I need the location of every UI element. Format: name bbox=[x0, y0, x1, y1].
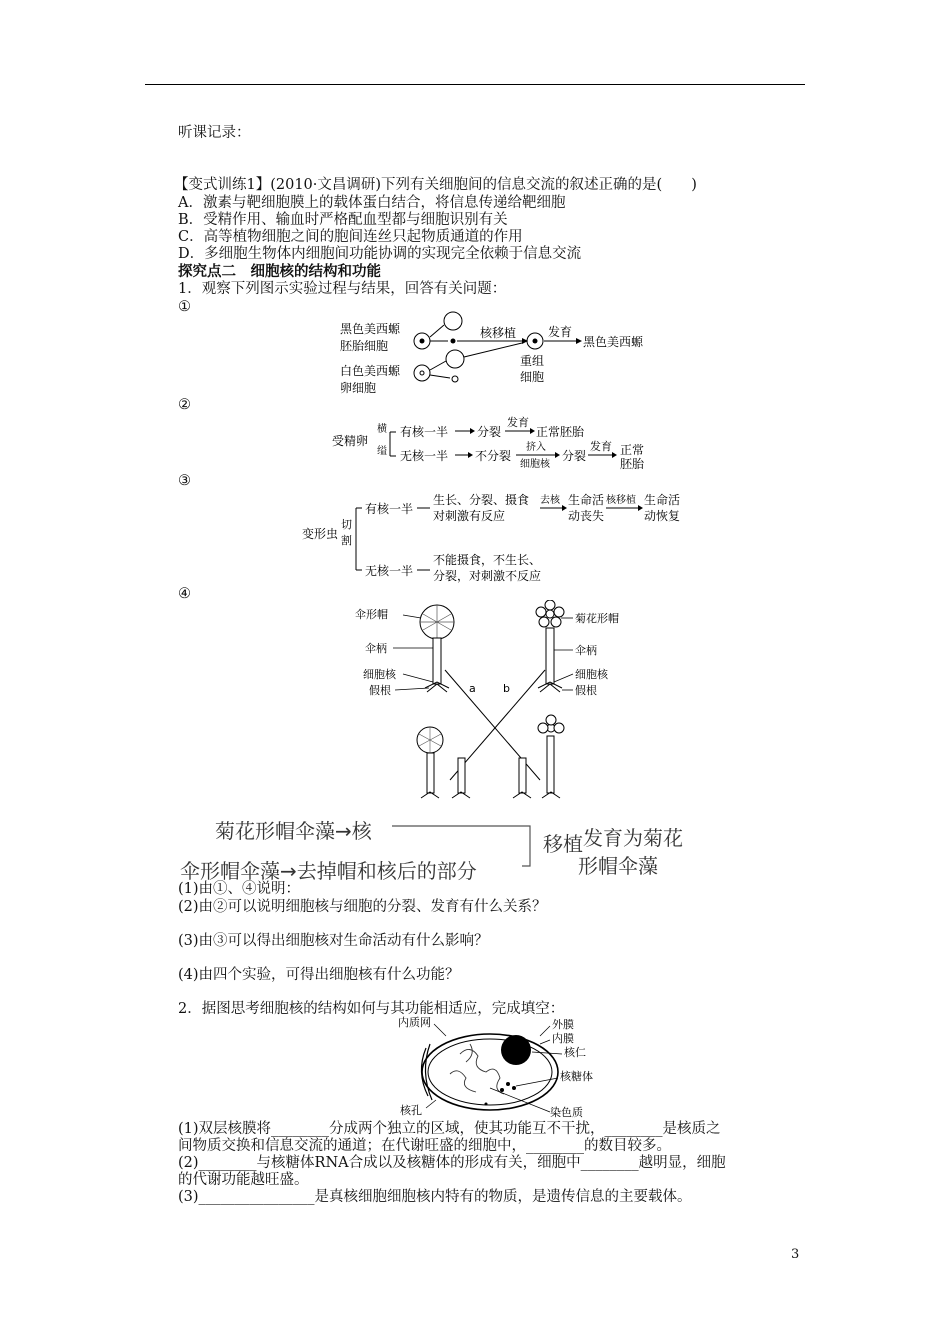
fill-2a: (2)________与核糖体RNA合成以及核糖体的形成有关，细胞中________越明显，细胞 bbox=[178, 1155, 726, 1171]
figure-salamander-transfer bbox=[330, 305, 660, 397]
fig3-row2-b2: 分裂，对刺激不反应 bbox=[433, 569, 542, 583]
extracted-nucleus bbox=[451, 339, 456, 344]
fig1-white-label-1: 白色美西螈 bbox=[340, 364, 401, 378]
stalk-left bbox=[433, 638, 441, 684]
handwritten-result-1: 发育为菊花 bbox=[583, 826, 683, 850]
fig1-white-label-2: 卵细胞 bbox=[340, 381, 377, 395]
fig3-recover-2: 动恢复 bbox=[644, 509, 681, 523]
marker-3: ③ bbox=[178, 473, 191, 489]
fig3-row1-b2: 对刺激有反应 bbox=[433, 509, 506, 523]
fig2-squeeze-2: 细胞核 bbox=[520, 459, 550, 470]
option-a: A．激素与靶细胞膜上的载体蛋白结合，将信息传递给靶细胞 bbox=[178, 195, 566, 211]
fig2-egg: 受精卵 bbox=[332, 434, 369, 448]
fig4-rhizoid-left: 假根 bbox=[369, 684, 391, 697]
fill-1b: 间物质交换和信息交流的通道；在代谢旺盛的细胞中，________的数目较多。 bbox=[178, 1138, 671, 1154]
fig4-chrysanthemum-cap: 菊花形帽 bbox=[575, 612, 619, 625]
question-1-3: (3)由③可以得出细胞核对生命活动有什么影响？ bbox=[178, 933, 489, 949]
listening-record-label: 听课记录： bbox=[178, 125, 251, 141]
fig2-row1-result: 正常胚胎 bbox=[536, 425, 585, 439]
handwritten-line-2: 伞形帽伞藻→去掉帽和核后的部分 bbox=[180, 859, 477, 883]
fig2-row2-develop: 发育 bbox=[590, 440, 612, 453]
fig4-nucleus-right: 细胞核 bbox=[575, 668, 608, 681]
fig1-develop: 发育 bbox=[548, 325, 573, 339]
enucleated-black-cell bbox=[444, 312, 462, 330]
fig3-row2-a: 无核一半 bbox=[365, 564, 414, 578]
fig2-row1-b: 分裂 bbox=[477, 425, 502, 439]
marker-1: ① bbox=[178, 299, 191, 315]
fig4-nucleus-left: 细胞核 bbox=[363, 668, 396, 681]
fig2-cut-1: 横 bbox=[377, 424, 387, 435]
handwritten-bracket bbox=[390, 822, 550, 870]
figure-acetabularia bbox=[345, 600, 645, 810]
handwritten-line-1: 菊花形帽伞藻→核 bbox=[215, 819, 372, 843]
fig3-row2-b1: 不能摄食，不生长、 bbox=[433, 553, 542, 567]
option-d: D．多细胞生物体内细胞间功能协调的实现完全依赖于信息交流 bbox=[178, 246, 582, 262]
fig3-cut-1: 切 bbox=[341, 518, 352, 531]
fig4-rhizoid-right: 假根 bbox=[575, 684, 597, 697]
marker-4: ④ bbox=[178, 586, 191, 602]
enucleated-egg bbox=[446, 350, 464, 368]
fig4-stalk-left: 伞柄 bbox=[365, 642, 387, 655]
fig2-row2-c: 分裂 bbox=[562, 449, 587, 463]
black-embryo-nucleus bbox=[420, 339, 425, 344]
fig3-lost-1: 生命活 bbox=[568, 493, 605, 507]
fill-3: (3)________________是真核细胞细胞核内特有的物质，是遗传信息的主要载体。 bbox=[178, 1189, 692, 1205]
fig2-squeeze-1: 挤入 bbox=[526, 442, 546, 453]
fill-2b: 的代谢功能越旺盛。 bbox=[178, 1172, 309, 1188]
page-number: 3 bbox=[791, 1247, 800, 1262]
fig5-chromatin: 染色质 bbox=[550, 1106, 583, 1118]
handwritten-transplant: 移植 bbox=[543, 832, 583, 856]
fig3-lost-2: 动丧失 bbox=[568, 509, 605, 523]
fill-1a: (1)双层核膜将________分成两个独立的区域，使其功能互不干扰，________是核质之 bbox=[178, 1121, 721, 1137]
fig1-recomb-2: 细胞 bbox=[520, 370, 545, 384]
option-b: B．受精作用、输血时严格配血型都与细胞识别有关 bbox=[178, 212, 508, 228]
fig2-cut-2: 缢 bbox=[377, 446, 387, 457]
figure-amoeba bbox=[300, 488, 690, 584]
section-heading: 探究点二 细胞核的结构和功能 bbox=[178, 263, 381, 280]
fig4-label-a: a bbox=[469, 682, 476, 695]
fig2-row1-develop: 发育 bbox=[507, 416, 529, 429]
fig1-recomb-1: 重组 bbox=[520, 354, 545, 368]
question-1-1: (1)由①、④说明： bbox=[178, 881, 301, 897]
fig4-stalk-right: 伞柄 bbox=[575, 644, 597, 657]
fig3-amoeba: 变形虫 bbox=[302, 527, 339, 541]
fig3-row1-a: 有核一半 bbox=[365, 502, 414, 516]
fig5-er: 内质网 bbox=[398, 1016, 431, 1029]
fig1-result: 黑色美西螈 bbox=[583, 335, 644, 349]
fig1-transplant: 核移植 bbox=[480, 326, 517, 340]
question-1-4: (4)由四个实验，可得出细胞核有什么功能？ bbox=[178, 967, 460, 983]
fig2-result-2: 胚胎 bbox=[620, 457, 645, 470]
fig2-row2-b: 不分裂 bbox=[475, 449, 512, 463]
fig4-umbrella-cap: 伞形帽 bbox=[355, 608, 388, 621]
fig5-ribosome: 核糖体 bbox=[560, 1070, 593, 1083]
fig3-row1-b1: 生长、分裂、摄食 bbox=[433, 493, 530, 507]
fig5-outer: 外膜 bbox=[552, 1018, 574, 1031]
fig3-transplant: 核移植 bbox=[606, 495, 636, 506]
fig2-result-1: 正常 bbox=[620, 443, 645, 457]
fig2-row2-a: 无核一半 bbox=[400, 449, 449, 463]
fig3-cut-2: 割 bbox=[341, 534, 352, 547]
handwritten-result-2: 形帽伞藻 bbox=[578, 854, 658, 878]
marker-2: ② bbox=[178, 397, 191, 413]
figure-nucleus-structure bbox=[390, 1014, 610, 1118]
fig5-inner: 内膜 bbox=[552, 1032, 574, 1045]
header-rule bbox=[145, 84, 805, 85]
question-1-2: (2)由②可以说明细胞核与细胞的分裂、发育有什么关系？ bbox=[178, 899, 547, 915]
fig3-remove: 去核 bbox=[540, 495, 560, 506]
fig5-pore: 核孔 bbox=[400, 1104, 422, 1117]
outer-membrane bbox=[422, 1034, 558, 1110]
nucleolus bbox=[501, 1035, 531, 1065]
figure-fertilized-egg bbox=[330, 412, 660, 470]
exercise-title: 【变式训练1】(2010·文昌调研)下列有关细胞间的信息交流的叙述正确的是( ) bbox=[174, 177, 697, 193]
option-c: C．高等植物细胞之间的胞间连丝只起物质通道的作用 bbox=[178, 229, 523, 245]
fig2-row1-a: 有核一半 bbox=[400, 425, 449, 439]
fig1-black-label-2: 胚胎细胞 bbox=[340, 339, 389, 353]
egg-nucleus bbox=[452, 376, 458, 382]
fig3-recover-1: 生命活 bbox=[644, 493, 681, 507]
fig1-black-label-1: 黑色美西螈 bbox=[340, 322, 401, 336]
question-2-intro: 2．据图思考细胞核的结构如何与其功能相适应，完成填空： bbox=[178, 1001, 565, 1017]
fig5-nucleolus: 核仁 bbox=[564, 1046, 586, 1059]
white-egg-cell bbox=[414, 365, 430, 381]
chrysanthemum-cap-top bbox=[536, 600, 564, 627]
stalk-right bbox=[546, 628, 554, 684]
question-1-intro: 1．观察下列图示实验过程与结果，回答有关问题： bbox=[178, 281, 507, 297]
fig4-label-b: b bbox=[503, 682, 510, 695]
